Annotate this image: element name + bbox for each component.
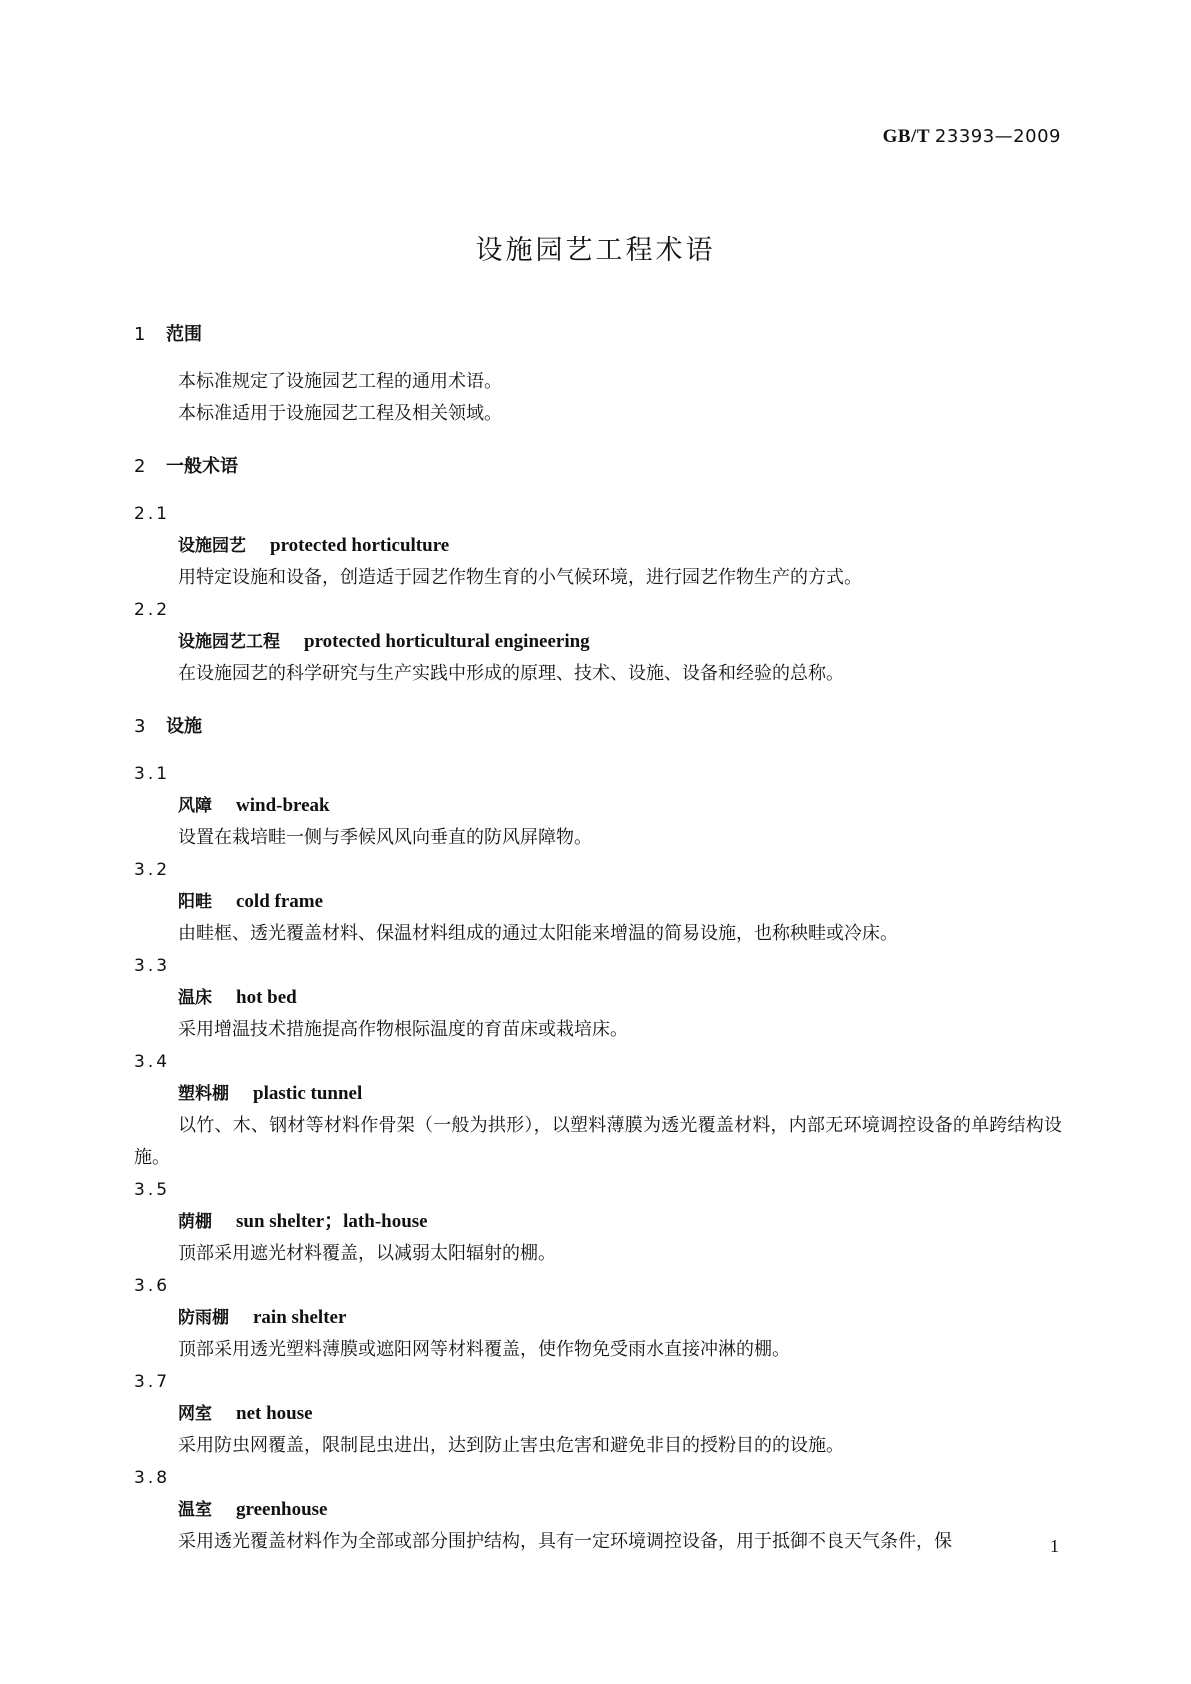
- clause-number: 3.5: [134, 1180, 171, 1200]
- term-en: protected horticulture: [270, 535, 450, 556]
- term-zh: 设施园艺: [178, 536, 246, 556]
- term-definition: 设置在栽培畦一侧与季候风风向垂直的防风屏障物。: [178, 827, 592, 848]
- term-zh: 温床: [178, 988, 212, 1008]
- clause-number: 2.2: [134, 600, 171, 620]
- term-en: protected horticultural engineering: [304, 631, 590, 652]
- section-heading: [134, 712, 1062, 742]
- clause-number: 3.3: [134, 956, 171, 976]
- term-en: cold frame: [236, 891, 324, 912]
- section-heading: [134, 452, 1062, 482]
- clause-number: 3.8: [134, 1468, 171, 1488]
- term-entry: [134, 626, 1062, 658]
- term-entry: [134, 1206, 1062, 1238]
- term-entry: [134, 1078, 1062, 1110]
- term-entry: [134, 1494, 1062, 1526]
- paragraph: 本标准适用于设施园艺工程及相关领域。: [178, 403, 502, 424]
- term-definition: 在设施园艺的科学研究与生产实践中形成的原理、技术、设施、设备和经验的总称。: [178, 663, 844, 684]
- clause-number: 3.4: [134, 1052, 171, 1072]
- term-definition: 顶部采用透光塑料薄膜或遮阳网等材料覆盖，使作物免受雨水直接冲淋的棚。: [178, 1339, 790, 1360]
- term-definition: 采用透光覆盖材料作为全部或部分围护结构，具有一定环境调控设备，用于抵御不良天气条件，保: [178, 1531, 952, 1552]
- term-definition: 顶部采用遮光材料覆盖，以减弱太阳辐射的棚。: [178, 1243, 556, 1264]
- term-en: plastic tunnel: [253, 1083, 363, 1104]
- term-definition: 采用防虫网覆盖，限制昆虫进出，达到防止害虫危害和避免非目的授粉目的的设施。: [178, 1435, 844, 1456]
- page-number: 1: [1050, 1536, 1059, 1556]
- term-entry: [134, 790, 1062, 822]
- term-entry: [134, 1302, 1062, 1334]
- standard-number: 23393—2009: [934, 126, 1061, 147]
- clause-number: 2.1: [134, 504, 171, 524]
- term-definition: 以竹、木、钢材等材料作骨架（一般为拱形），以塑料薄膜为透光覆盖材料，内部无环境调控设备的单跨结构设施。: [134, 1115, 1062, 1168]
- term-zh: 阳畦: [178, 892, 212, 912]
- clause-number: 3.7: [134, 1372, 171, 1392]
- section-heading: [134, 320, 1062, 350]
- term-entry: [134, 530, 1062, 562]
- document-title: 设施园艺工程术语: [475, 235, 716, 266]
- term-zh: 设施园艺工程: [178, 632, 280, 652]
- term-en: rain shelter: [253, 1307, 347, 1328]
- section-number: 3: [134, 716, 146, 737]
- term-zh: 温室: [178, 1500, 212, 1520]
- document-body: [134, 320, 1062, 1558]
- term-zh: 风障: [178, 796, 212, 816]
- section-title: 范围: [166, 324, 202, 345]
- standard-prefix: GB/T: [882, 126, 930, 147]
- clause-number: 3.6: [134, 1276, 171, 1296]
- term-entry: [134, 886, 1062, 918]
- section-title: 一般术语: [166, 456, 238, 477]
- term-en: greenhouse: [236, 1499, 328, 1520]
- term-entry: [134, 1398, 1062, 1430]
- term-zh: 塑料棚: [178, 1084, 229, 1104]
- term-definition: 采用增温技术措施提高作物根际温度的育苗床或栽培床。: [178, 1019, 628, 1040]
- term-en: sun shelter；lath-house: [236, 1211, 428, 1232]
- term-en: net house: [236, 1403, 313, 1424]
- clause-number: 3.1: [134, 764, 171, 784]
- section-number: 1: [134, 324, 146, 345]
- term-zh: 荫棚: [178, 1212, 212, 1232]
- paragraph: 本标准规定了设施园艺工程的通用术语。: [178, 371, 502, 392]
- term-definition: 由畦框、透光覆盖材料、保温材料组成的通过太阳能来增温的简易设施，也称秧畦或冷床。: [178, 923, 898, 944]
- section-number: 2: [134, 456, 146, 477]
- term-entry: [134, 982, 1062, 1014]
- standard-code: [883, 126, 1061, 148]
- term-en: wind-break: [236, 795, 330, 816]
- section-title: 设施: [166, 716, 202, 737]
- term-zh: 网室: [178, 1404, 212, 1424]
- term-definition: 用特定设施和设备，创造适于园艺作物生育的小气候环境，进行园艺作物生产的方式。: [178, 567, 862, 588]
- term-zh: 防雨棚: [178, 1308, 229, 1328]
- clause-number: 3.2: [134, 860, 171, 880]
- term-en: hot bed: [236, 987, 297, 1008]
